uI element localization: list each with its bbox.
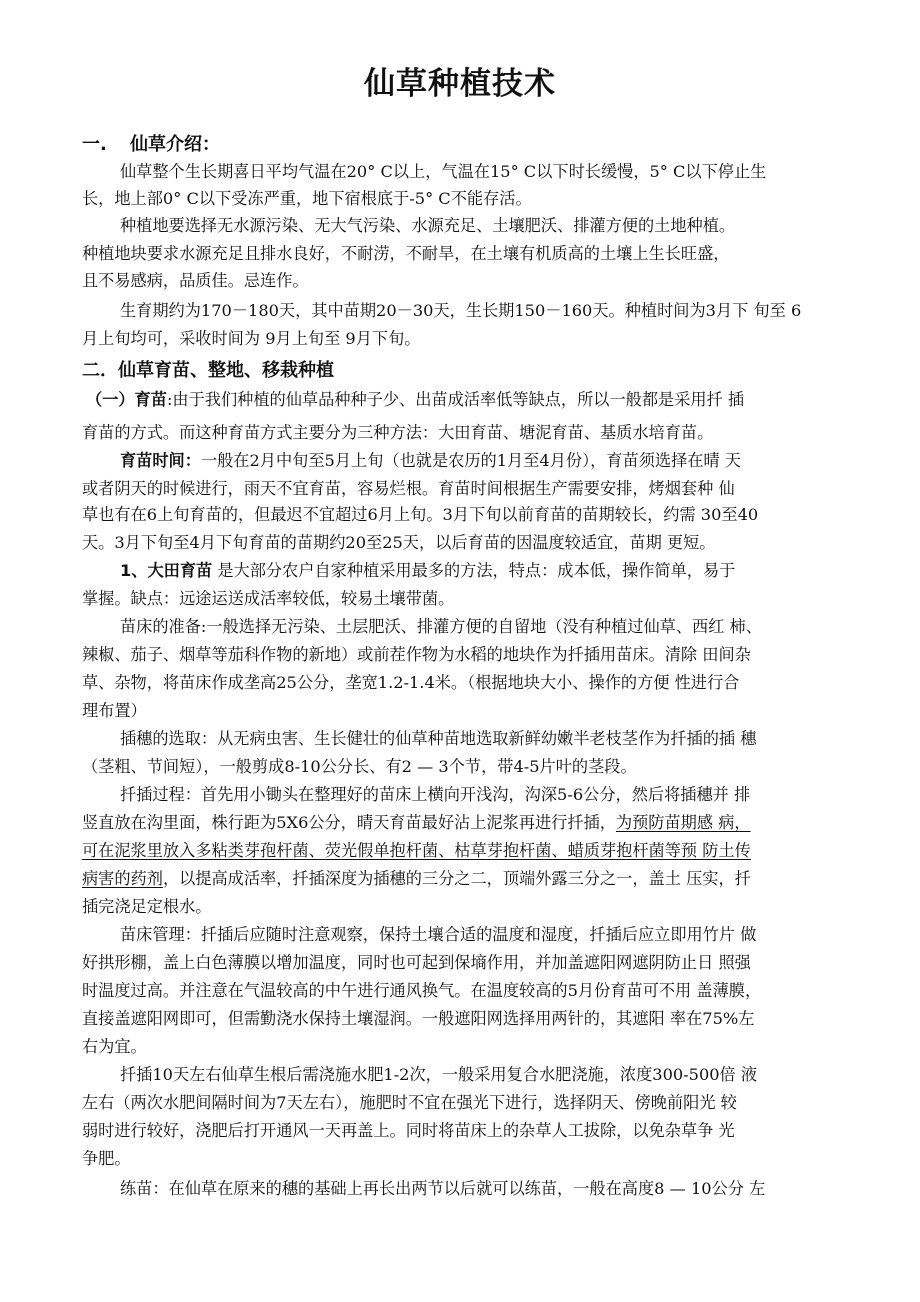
section-number: 一. — [82, 134, 107, 155]
paragraph-line: 理布置） — [82, 701, 147, 720]
paragraph-line: 苗床的准备:一般选择无污染、土层肥沃、排灌方便的自留地（没有种植过仙草、西红 柿、 — [120, 617, 762, 636]
paragraph-line: 天。3月下旬至4月下旬育苗的苗期约20至25天，以后育苗的因温度较适宜，苗期 更短。 — [82, 533, 716, 552]
inline-label: 1、大田育苗 — [120, 561, 213, 580]
paragraph-line: 右为宜。 — [82, 1037, 147, 1056]
paragraph-line: 月上旬均可，采收时间为 9月上旬至 9月下旬。 — [82, 329, 421, 348]
underlined-text: 可在泥浆里放入多粘类芽孢杆菌、荧光假单抱杆菌、枯草芽抱杆菌、蜡质芽抱杆菌等预 防土传 — [82, 841, 751, 860]
paragraph-line: 种植地块要求水源充足且排水良好，不耐涝，不耐旱，在土壤有机质高的土壤上生长旺盛， — [82, 244, 730, 263]
paragraph-line: 练苗：在仙草在原来的穗的基础上再长出两节以后就可以练苗，一般在高度8 — 10公分 左 — [120, 1179, 766, 1198]
paragraph-line: 插完浇足定根水。 — [82, 897, 212, 916]
paragraph-line: 1、大田育苗 是大部分农户自家种植采用最多的方法，特点：成本低，操作简单，易于 — [120, 561, 736, 580]
paragraph-line: 扦插10天左右仙草生根后需浇施水肥1-2次，一般采用复合水肥浇施，浓度300-500倍 液 — [120, 1065, 758, 1084]
section-heading-nursery: 二．仙草育苗、整地、移栽种植 — [82, 360, 334, 381]
paragraph-line: 仙草整个生长期喜日平均气温在20° C以上，气温在15° C以下时长缓慢，5° C以下停止生 — [120, 162, 767, 181]
paragraph-line: 长，地上部0° C以下受冻严重，地下宿根底于-5° C不能存活。 — [82, 189, 532, 208]
underlined-text: 病害的药剂 — [82, 869, 163, 888]
paragraph-line: 生育期约为170－180天，其中苗期20－30天，生长期150－160天。种植时间为3月下 旬至 6 — [120, 301, 802, 320]
paragraph-line: 育苗时间：一般在2月中旬至5月上旬（也就是农历的1月至4月份），育苗须选择在晴 天 — [120, 451, 741, 470]
paragraph-line: 争肥。 — [82, 1149, 131, 1168]
paragraph-line: 病害的药剂，以提高成活率，扦插深度为插穗的三分之二，顶端外露三分之一，盖土 压实，扦 — [82, 869, 751, 888]
paragraph-line: 竖直放在沟里面，株行距为5X6公分，晴天育苗最好沾上泥浆再进行扦插，为预防苗期感 病， — [82, 813, 751, 832]
paragraph-line: 苗床管理：扦插后应随时注意观察，保持土壤合适的温度和湿度，扦插后应立即用竹片 做 — [120, 925, 757, 944]
paragraph-line: 草、杂物，将苗床作成垄高25公分，垄宽1.2-1.4米。（根据地块大小、操作的方便 性进行合 — [82, 673, 740, 692]
paragraph-line: （一）育苗:由于我们种植的仙草品种种子少、出苗成活率低等缺点，所以一般都是采用扦 插 — [86, 390, 745, 409]
paragraph-line: 插穗的选取：从无病虫害、生长健壮的仙草种苗地选取新鲜幼嫩半老枝茎作为扦插的插 穗 — [120, 729, 757, 748]
underlined-text: 为预防苗期感 病， — [615, 813, 751, 832]
paragraph-line: 扦插过程：首先用小锄头在整理好的苗床上横向开浅沟，沟深5-6公分，然后将插穗并 排 — [120, 785, 751, 804]
inline-label: 育苗时间： — [120, 451, 201, 470]
paragraph-line: （茎粗、节间短），一般剪成8-10公分长、有2 — 3个节，带4-5片叶的茎段。 — [82, 757, 637, 776]
section-title: 仙草介绍： — [130, 134, 220, 155]
paragraph-line: 种植地要选择无水源污染、无大气污染、水源充足、土壤肥沃、排灌方便的土地种植。 — [120, 216, 736, 235]
section-heading-intro — [82, 130, 220, 156]
paragraph-line: 左右（两次水肥间隔时间为7天左右），施肥时不宜在强光下进行，选择阴天、傍晚前阳光 较 — [82, 1093, 737, 1112]
paragraph-line: 掌握。缺点：远途运送成活率较低，较易土壤带菌。 — [82, 589, 455, 608]
paragraph-line: 且不易感病，品质佳。忌连作。 — [82, 271, 309, 290]
paragraph-line: 育苗的方式。而这种育苗方式主要分为三种方法：大田育苗、塘泥育苗、基质水培育苗。 — [82, 423, 714, 442]
paragraph-line: 弱时进行较好，浇肥后打开通风一天再盖上。同时将苗床上的杂草人工拔除，以免杂草争 光 — [82, 1121, 735, 1140]
paragraph-line: 或者阴天的时候进行，雨天不宜育苗，容易烂根。育苗时间根据生产需要安排，烤烟套种 仙 — [82, 479, 735, 498]
document-title: 仙草种植技术 — [364, 66, 556, 102]
paragraph-line: 好拱形棚，盖上白色薄膜以增加温度，同时也可起到保墒作用，并加盖遮阳网遮阴防止日 照强 — [82, 953, 751, 972]
paragraph-line: 草也有在6上旬育苗的，但最迟不宜超过6月上旬。3月下旬以前育苗的苗期较长，约需 30至40 — [82, 505, 759, 524]
inline-label: （一）育苗 — [86, 390, 167, 409]
paragraph-line: 辣椒、茄子、烟草等茄科作物的新地）或前茬作物为水稻的地块作为扦插用苗床。清除 田间杂 — [82, 645, 751, 664]
paragraph-line: 直接盖遮阳网即可，但需勤浇水保持土壤湿润。一般遮阳网选择用两针的，其遮阳 率在75%左 — [82, 1009, 755, 1028]
paragraph-line: 时温度过高。并注意在气温较高的中午进行通风换气。在温度较高的5月份育苗可不用 盖薄膜， — [82, 981, 762, 1000]
